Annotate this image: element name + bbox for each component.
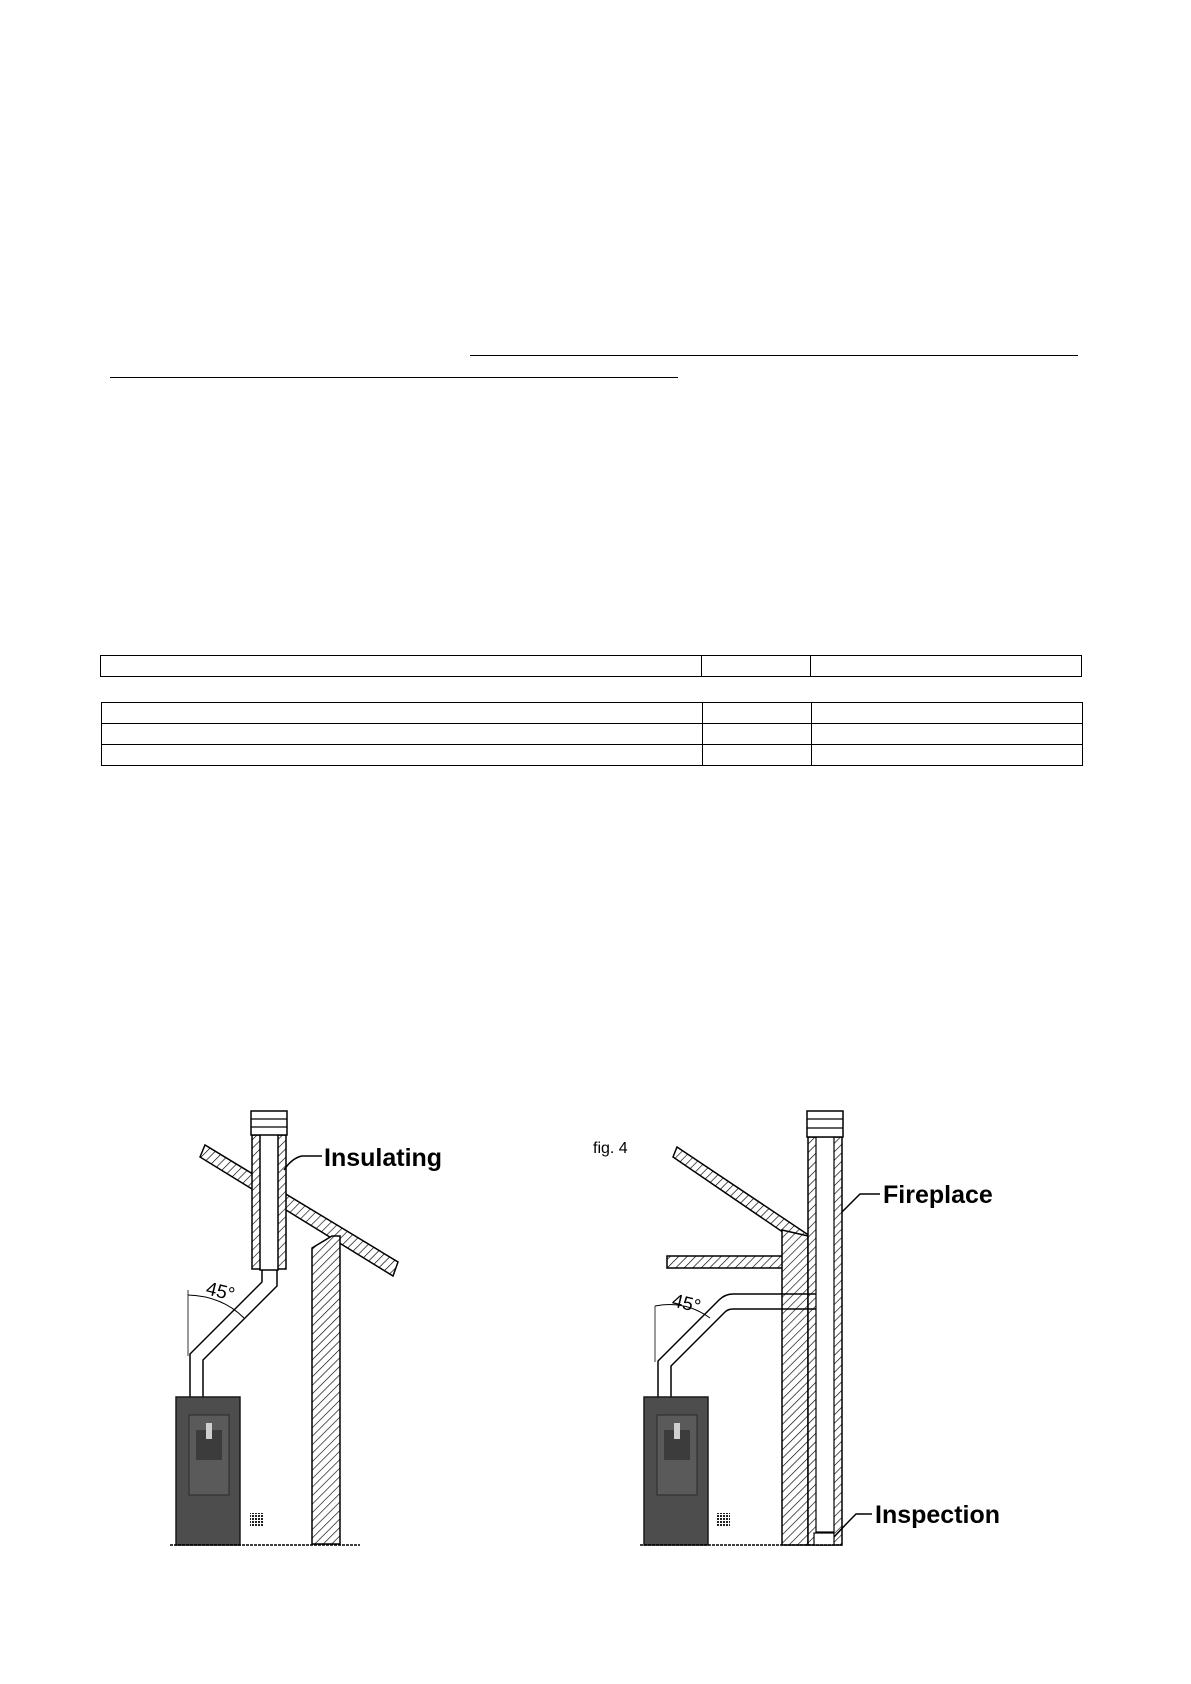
angle-label-left: 45° xyxy=(203,1278,237,1306)
figure-caption: fig. 4 xyxy=(593,1140,628,1157)
stove-left xyxy=(176,1397,263,1545)
chimney-cap-left xyxy=(251,1111,287,1135)
stove-right xyxy=(644,1397,730,1545)
inspection-door xyxy=(814,1533,834,1545)
label-fireplace: Fireplace xyxy=(883,1181,993,1209)
flue-pipe xyxy=(260,1132,278,1270)
label-inspection: Inspection xyxy=(875,1501,1001,1529)
right-wall xyxy=(782,1230,808,1545)
right-diagram xyxy=(640,1111,1000,1545)
left-diagram xyxy=(170,1111,442,1545)
label-insulating: Insulating xyxy=(324,1144,443,1172)
angle-label-right: 45° xyxy=(669,1290,703,1318)
right-ceiling xyxy=(667,1248,790,1268)
left-wall xyxy=(312,1236,340,1544)
chimney-cap-right xyxy=(807,1111,843,1137)
